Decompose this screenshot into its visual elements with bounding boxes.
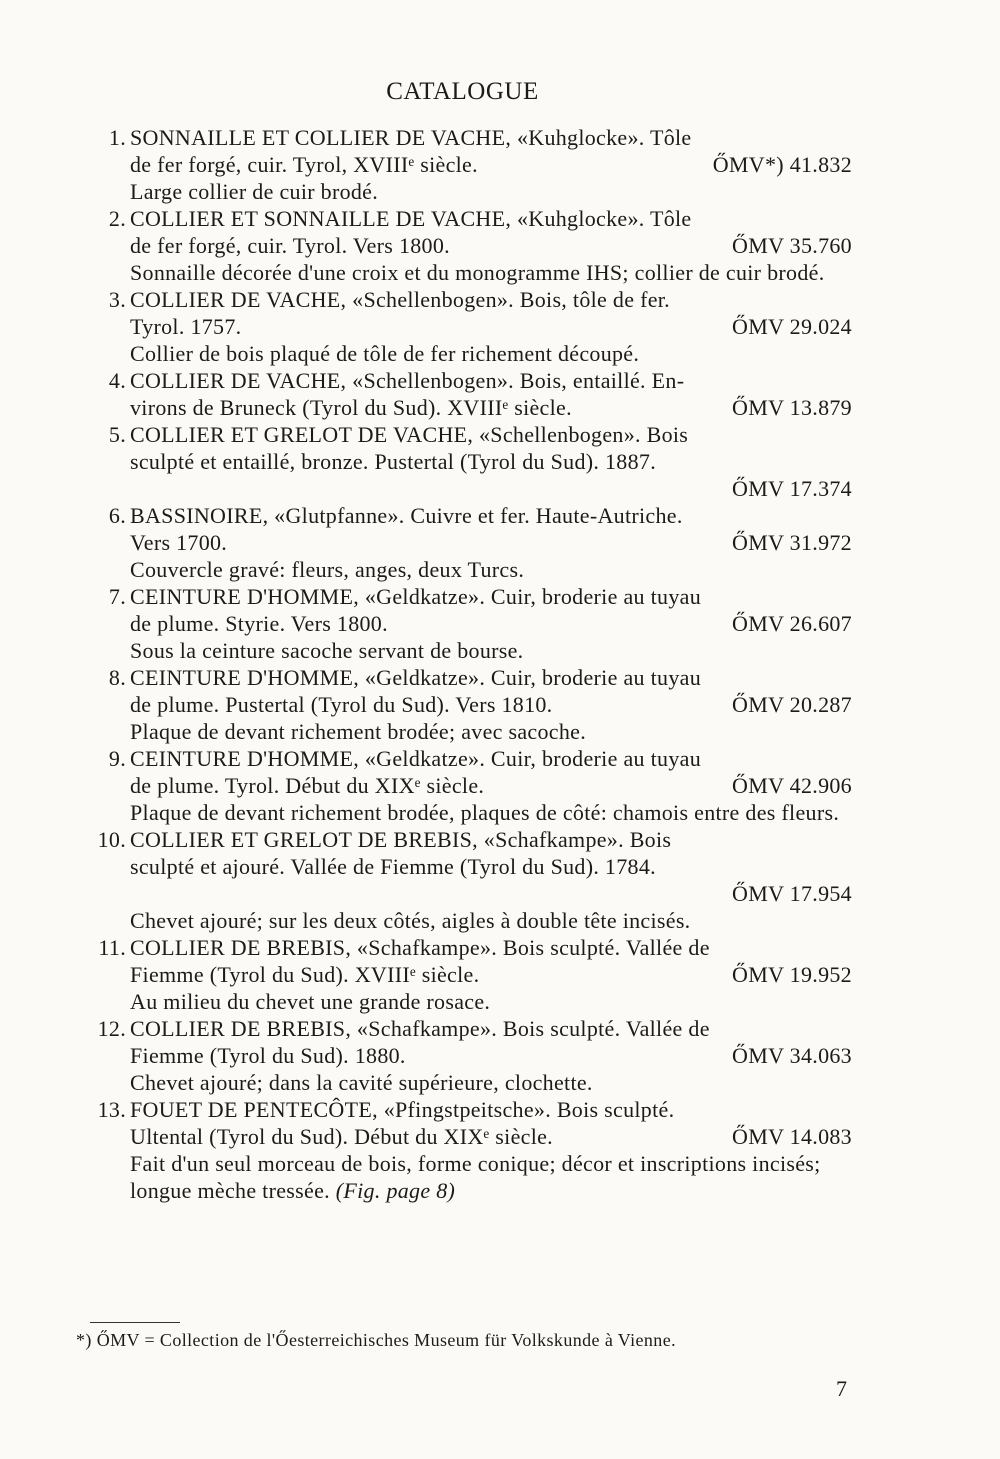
entry-number: 13. bbox=[97, 1097, 126, 1122]
entry-description: Large collier de cuir brodé. bbox=[130, 179, 379, 204]
entry-reference: ŐMV*) 41.832 bbox=[712, 152, 852, 177]
entry-origin: sculpté et ajouré. Vallée de Fiemme (Tyrol du Sud). 1784. bbox=[130, 854, 656, 879]
figure-reference: (Fig. page 8) bbox=[335, 1178, 456, 1203]
page-title: CATALOGUE bbox=[386, 78, 539, 105]
catalogue-entry-8 bbox=[90, 664, 852, 745]
footnote: *) ŐMV = Collection de l'Őesterreichisches Museum für Volkskunde à Vienne. bbox=[76, 1330, 676, 1350]
entry-title: COLLIER DE VACHE, «Schellenbogen». Bois, tôle de fer. bbox=[130, 287, 670, 312]
entry-reference: ŐMV 29.024 bbox=[732, 314, 852, 339]
entry-description: Sonnaille décorée d'une croix et du monogramme IHS; collier de cuir brodé. bbox=[130, 260, 825, 285]
entry-origin: de plume. Tyrol. Début du XIXᵉ siècle. bbox=[130, 773, 485, 798]
entry-description: Couvercle gravé: fleurs, anges, deux Turcs. bbox=[130, 557, 525, 582]
entry-origin: de plume. Styrie. Vers 1800. bbox=[130, 611, 388, 636]
entry-title: CEINTURE D'HOMME, «Geldkatze». Cuir, broderie au tuyau bbox=[130, 584, 701, 609]
entry-reference: ŐMV 19.952 bbox=[732, 962, 852, 987]
entry-number: 1. bbox=[108, 125, 126, 150]
entry-number: 4. bbox=[108, 368, 126, 393]
entry-reference: ŐMV 17.374 bbox=[732, 476, 852, 501]
entry-origin: sculpté et entaillé, bronze. Pustertal (Tyrol du Sud). 1887. bbox=[130, 449, 657, 474]
entry-title: CEINTURE D'HOMME, «Geldkatze». Cuir, broderie au tuyau bbox=[130, 746, 701, 771]
entry-description-text: Fait d'un seul morceau de bois, forme conique; décor et inscriptions incisés; longue mèche tressée. bbox=[130, 1151, 821, 1203]
entry-title: COLLIER ET GRELOT DE BREBIS, «Schafkampe». Bois bbox=[130, 827, 672, 852]
entry-description: Chevet ajouré; dans la cavité supérieure, clochette. bbox=[130, 1070, 593, 1095]
entry-description: Plaque de devant richement brodée, plaques de côté: chamois entre des fleurs. bbox=[130, 800, 840, 825]
page-number: 7 bbox=[836, 1376, 847, 1401]
entry-number: 3. bbox=[108, 287, 126, 312]
entry-origin: Fiemme (Tyrol du Sud). XVIIIᵉ siècle. bbox=[130, 962, 480, 987]
entry-number: 10. bbox=[97, 827, 126, 852]
catalogue-entry-5 bbox=[90, 421, 852, 502]
footnote-rule bbox=[90, 1322, 180, 1323]
catalogue-list bbox=[90, 124, 852, 1204]
entry-number: 9. bbox=[108, 746, 126, 771]
entry-description: Plaque de devant richement brodée; avec sacoche. bbox=[130, 719, 587, 744]
entry-number: 5. bbox=[108, 422, 126, 447]
catalogue-entry-4 bbox=[90, 367, 852, 421]
entry-title: COLLIER DE BREBIS, «Schafkampe». Bois sculpté. Vallée de bbox=[130, 935, 710, 960]
catalogue-entry-9 bbox=[90, 745, 852, 826]
catalogue-entry-2 bbox=[90, 205, 852, 286]
entry-number: 7. bbox=[108, 584, 126, 609]
entry-number: 8. bbox=[108, 665, 126, 690]
entry-reference: ŐMV 35.760 bbox=[732, 233, 852, 258]
entry-origin: virons de Bruneck (Tyrol du Sud). XVIIIᵉ siècle. bbox=[130, 395, 572, 420]
entry-reference: ŐMV 26.607 bbox=[732, 611, 852, 636]
entry-reference: ŐMV 31.972 bbox=[732, 530, 852, 555]
catalogue-entry-7 bbox=[90, 583, 852, 664]
entry-origin: Tyrol. 1757. bbox=[130, 314, 242, 339]
catalogue-entry-12 bbox=[90, 1015, 852, 1096]
catalogue-entry-10 bbox=[90, 826, 852, 934]
entry-origin: Ultental (Tyrol du Sud). Début du XIXᵉ siècle. bbox=[130, 1124, 553, 1149]
entry-number: 2. bbox=[108, 206, 126, 231]
entry-description: Chevet ajouré; sur les deux côtés, aigles à double tête incisés. bbox=[130, 908, 691, 933]
entry-title: SONNAILLE ET COLLIER DE VACHE, «Kuhglocke». Tôle bbox=[130, 125, 692, 150]
entry-reference: ŐMV 20.287 bbox=[732, 692, 852, 717]
entry-origin: Fiemme (Tyrol du Sud). 1880. bbox=[130, 1043, 406, 1068]
entry-origin: de plume. Pustertal (Tyrol du Sud). Vers 1810. bbox=[130, 692, 553, 717]
catalogue-entry-1 bbox=[90, 124, 852, 205]
entry-description bbox=[130, 1150, 852, 1204]
entry-title: BASSINOIRE, «Glutpfanne». Cuivre et fer. Haute-Autriche. bbox=[130, 503, 683, 528]
entry-title: COLLIER ET GRELOT DE VACHE, «Schellenbogen». Bois bbox=[130, 422, 689, 447]
entry-reference: ŐMV 14.083 bbox=[732, 1124, 852, 1149]
entry-reference: ŐMV 13.879 bbox=[732, 395, 852, 420]
entry-description: Au milieu du chevet une grande rosace. bbox=[130, 989, 491, 1014]
entry-reference: ŐMV 17.954 bbox=[732, 881, 852, 906]
entry-origin: Vers 1700. bbox=[130, 530, 228, 555]
entry-reference: ŐMV 34.063 bbox=[732, 1043, 852, 1068]
entry-origin: de fer forgé, cuir. Tyrol, XVIIIᵉ siècle. bbox=[130, 152, 478, 177]
entry-title: COLLIER ET SONNAILLE DE VACHE, «Kuhglocke». Tôle bbox=[130, 206, 692, 231]
entry-description: Sous la ceinture sacoche servant de bourse. bbox=[130, 638, 524, 663]
entry-origin: de fer forgé, cuir. Tyrol. Vers 1800. bbox=[130, 233, 450, 258]
catalogue-entry-11 bbox=[90, 934, 852, 1015]
entry-title: COLLIER DE BREBIS, «Schafkampe». Bois sculpté. Vallée de bbox=[130, 1016, 710, 1041]
entry-number: 12. bbox=[97, 1016, 126, 1041]
entry-reference: ŐMV 42.906 bbox=[732, 773, 852, 798]
catalogue-entry-6 bbox=[90, 502, 852, 583]
catalogue-entry-3 bbox=[90, 286, 852, 367]
entry-number: 11. bbox=[98, 935, 126, 960]
entry-title: FOUET DE PENTECÔTE, «Pfingstpeitsche». Bois sculpté. bbox=[130, 1097, 675, 1122]
entry-title: COLLIER DE VACHE, «Schellenbogen». Bois, entaillé. En- bbox=[130, 368, 685, 393]
entry-description: Collier de bois plaqué de tôle de fer richement découpé. bbox=[130, 341, 640, 366]
catalogue-entry-13 bbox=[90, 1096, 852, 1204]
entry-number: 6. bbox=[108, 503, 126, 528]
entry-title: CEINTURE D'HOMME, «Geldkatze». Cuir, broderie au tuyau bbox=[130, 665, 701, 690]
